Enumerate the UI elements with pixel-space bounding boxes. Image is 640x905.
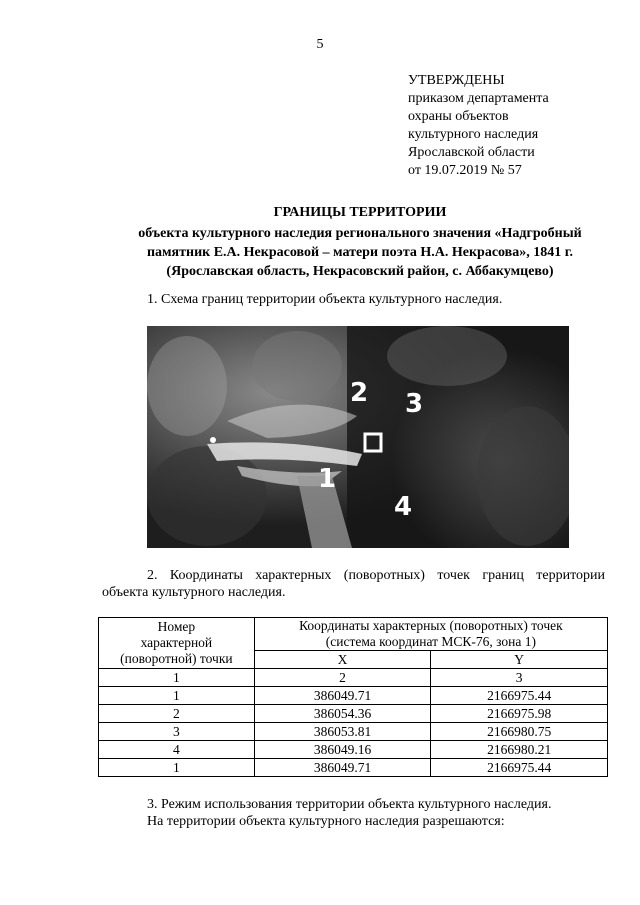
table-row	[99, 759, 608, 777]
header-point-number	[99, 618, 255, 669]
subtitle-line: памятник Е.А. Некрасовой – матери поэта Н.А. Некрасова», 1841 г.	[146, 245, 574, 260]
document-title: ГРАНИЦЫ ТЕРРИТОРИИ	[273, 205, 447, 220]
map-point-label: 4	[394, 492, 413, 522]
header-line: Номер	[157, 619, 196, 634]
approval-line: Ярославской области	[408, 145, 535, 160]
table-row	[99, 723, 608, 741]
column-number: 3	[431, 669, 608, 687]
header-y: Y	[431, 651, 608, 669]
map-point-label: 3	[405, 389, 424, 419]
cell-x: 386049.16	[254, 741, 431, 759]
cell-point: 2	[99, 705, 255, 723]
page-number: 5	[316, 37, 324, 52]
cell-y: 2166975.44	[431, 687, 608, 705]
document-subtitle	[80, 224, 640, 281]
cell-point: 1	[99, 687, 255, 705]
approval-line: УТВЕРЖДЕНЫ	[408, 73, 505, 88]
header-coordinates	[254, 618, 607, 651]
approval-line: охраны объектов	[408, 109, 509, 124]
approval-line: культурного наследия	[408, 127, 539, 142]
header-x: X	[254, 651, 431, 669]
cell-y: 2166980.21	[431, 741, 608, 759]
cell-x: 386054.36	[254, 705, 431, 723]
cell-y: 2166980.75	[431, 723, 608, 741]
section-3-heading: 3. Режим использования территории объекта культурного наследия.	[147, 797, 552, 812]
map-point-label: 2	[350, 378, 369, 408]
header-line: (поворотной) точки	[120, 651, 233, 666]
header-line: характерной	[140, 635, 213, 650]
cell-y: 2166975.98	[431, 705, 608, 723]
section-2-line1: 2. Координаты характерных (поворотных) точек границ территории	[147, 568, 605, 583]
cell-x: 386049.71	[254, 759, 431, 777]
approval-line: от 19.07.2019 № 57	[408, 163, 522, 178]
cell-point: 1	[99, 759, 255, 777]
section-3-text: На территории объекта культурного наследия разрешаются:	[147, 814, 505, 829]
section-1-heading: 1. Схема границ территории объекта культурного наследия.	[147, 292, 503, 307]
column-number: 2	[254, 669, 431, 687]
column-number: 1	[99, 669, 255, 687]
cell-point: 4	[99, 741, 255, 759]
table-row	[99, 705, 608, 723]
header-line: (система координат МСК-76, зона 1)	[325, 634, 536, 649]
map-point-label: 1	[318, 464, 337, 494]
table-row	[99, 687, 608, 705]
coordinates-table	[98, 617, 608, 777]
section-2-line2: объекта культурного наследия.	[102, 585, 286, 600]
header-line: Координаты характерных (поворотных) точек	[299, 618, 563, 633]
approval-block	[408, 72, 628, 180]
cell-x: 386049.71	[254, 687, 431, 705]
subtitle-line: (Ярославская область, Некрасовский район, с. Аббакумцево)	[166, 264, 554, 279]
approval-line: приказом департамента	[408, 91, 549, 106]
cell-point: 3	[99, 723, 255, 741]
cell-x: 386053.81	[254, 723, 431, 741]
table-row	[99, 741, 608, 759]
boundary-map-image	[147, 326, 569, 548]
cell-y: 2166975.44	[431, 759, 608, 777]
aerial-photo	[147, 326, 569, 548]
subtitle-line: объекта культурного наследия регионального значения «Надгробный	[138, 226, 582, 241]
